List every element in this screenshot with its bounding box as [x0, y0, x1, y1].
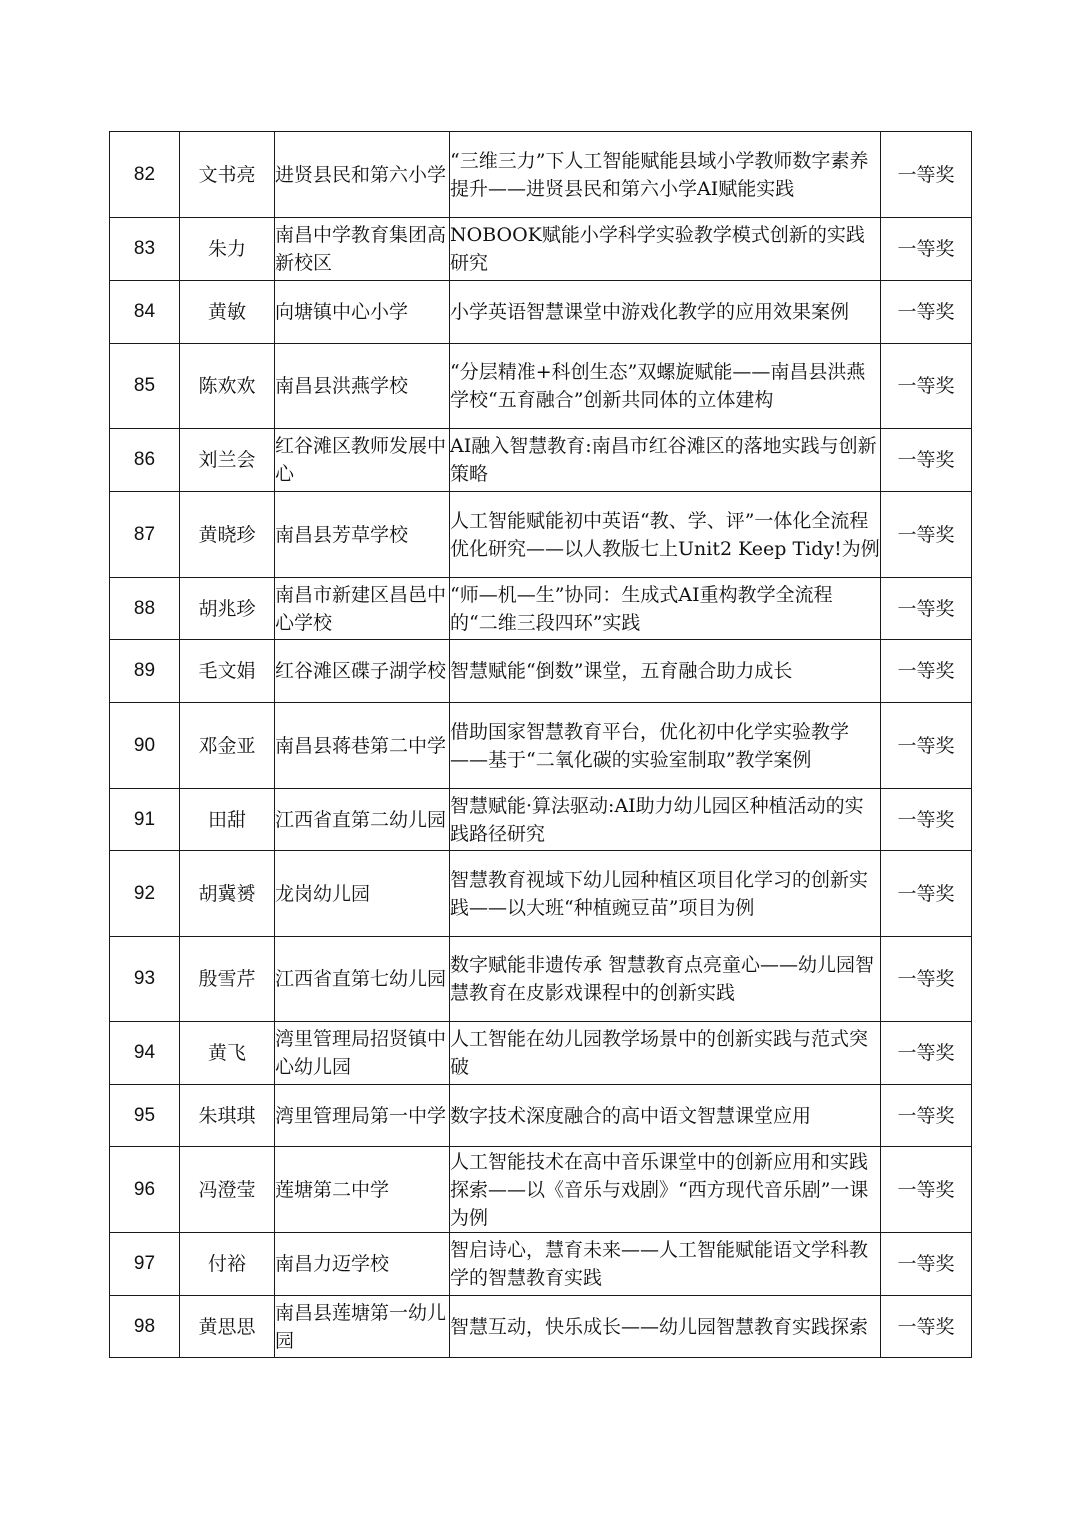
- school-name: 南昌市新建区昌邑中心学校: [275, 578, 450, 640]
- table-row: [110, 1233, 972, 1296]
- award-level: 一等奖: [881, 578, 972, 640]
- award-level: 一等奖: [881, 1085, 972, 1147]
- case-title: “分层精准+科创生态”双螺旋赋能——南昌县洪燕学校“五育融合”创新共同体的立体建构: [450, 344, 881, 429]
- school-name: 南昌县洪燕学校: [275, 344, 450, 429]
- table-row: [110, 281, 972, 344]
- row-number: 89: [110, 640, 180, 703]
- award-level: 一等奖: [881, 429, 972, 492]
- school-name: 江西省直第二幼儿园: [275, 789, 450, 851]
- case-title: 智慧互动，快乐成长——幼儿园智慧教育实践探索: [450, 1296, 881, 1358]
- winner-name: 刘兰会: [180, 429, 275, 492]
- row-number: 82: [110, 132, 180, 218]
- case-title: 智慧教育视域下幼儿园种植区项目化学习的创新实践——以大班“种植豌豆苗”项目为例: [450, 851, 881, 937]
- row-number: 86: [110, 429, 180, 492]
- table-row: [110, 492, 972, 578]
- school-name: 红谷滩区教师发展中心: [275, 429, 450, 492]
- table-row: [110, 640, 972, 703]
- row-number: 96: [110, 1147, 180, 1233]
- winner-name: 殷雪芹: [180, 937, 275, 1022]
- winner-name: 胡冀赟: [180, 851, 275, 937]
- row-number: 84: [110, 281, 180, 344]
- row-number: 90: [110, 703, 180, 789]
- row-number: 98: [110, 1296, 180, 1358]
- winner-name: 黄飞: [180, 1022, 275, 1085]
- winner-name: 胡兆珍: [180, 578, 275, 640]
- school-name: 龙岗幼儿园: [275, 851, 450, 937]
- school-name: 湾里管理局第一中学: [275, 1085, 450, 1147]
- school-name: 南昌力迈学校: [275, 1233, 450, 1296]
- table-row: [110, 429, 972, 492]
- winner-name: 毛文娟: [180, 640, 275, 703]
- winner-name: 黄思思: [180, 1296, 275, 1358]
- case-title: 数字赋能非遗传承 智慧教育点亮童心——幼儿园智慧教育在皮影戏课程中的创新实践: [450, 937, 881, 1022]
- award-level: 一等奖: [881, 1022, 972, 1085]
- school-name: 红谷滩区碟子湖学校: [275, 640, 450, 703]
- row-number: 95: [110, 1085, 180, 1147]
- row-number: 93: [110, 937, 180, 1022]
- winner-name: 文书亮: [180, 132, 275, 218]
- school-name: 南昌县莲塘第一幼儿园: [275, 1296, 450, 1358]
- winner-name: 付裕: [180, 1233, 275, 1296]
- table-row: [110, 132, 972, 218]
- row-number: 87: [110, 492, 180, 578]
- table-row: [110, 344, 972, 429]
- award-level: 一等奖: [881, 1296, 972, 1358]
- school-name: 向塘镇中心小学: [275, 281, 450, 344]
- winner-name: 黄晓珍: [180, 492, 275, 578]
- school-name: 江西省直第七幼儿园: [275, 937, 450, 1022]
- award-level: 一等奖: [881, 640, 972, 703]
- row-number: 94: [110, 1022, 180, 1085]
- row-number: 97: [110, 1233, 180, 1296]
- award-level: 一等奖: [881, 789, 972, 851]
- school-name: 莲塘第二中学: [275, 1147, 450, 1233]
- award-level: 一等奖: [881, 218, 972, 281]
- row-number: 85: [110, 344, 180, 429]
- row-number: 88: [110, 578, 180, 640]
- case-title: 智慧赋能·算法驱动:AI助力幼儿园区种植活动的实践路径研究: [450, 789, 881, 851]
- case-title: AI融入智慧教育:南昌市红谷滩区的落地实践与创新策略: [450, 429, 881, 492]
- row-number: 92: [110, 851, 180, 937]
- case-title: 智启诗心，慧育未来——人工智能赋能语文学科教学的智慧教育实践: [450, 1233, 881, 1296]
- case-title: 人工智能技术在高中音乐课堂中的创新应用和实践探索——以《音乐与戏剧》“西方现代音乐剧”一课为例: [450, 1147, 881, 1233]
- award-level: 一等奖: [881, 492, 972, 578]
- case-title: 借助国家智慧教育平台，优化初中化学实验教学——基于“二氧化碳的实验室制取”教学案例: [450, 703, 881, 789]
- case-title: “师—机—生”协同：生成式AI重构教学全流程的“二维三段四环”实践: [450, 578, 881, 640]
- winner-name: 邓金亚: [180, 703, 275, 789]
- award-level: 一等奖: [881, 851, 972, 937]
- award-level: 一等奖: [881, 937, 972, 1022]
- case-title: NOBOOK赋能小学科学实验教学模式创新的实践研究: [450, 218, 881, 281]
- school-name: 南昌县芳草学校: [275, 492, 450, 578]
- table-row: [110, 1147, 972, 1233]
- table-row: [110, 1022, 972, 1085]
- school-name: 进贤县民和第六小学: [275, 132, 450, 218]
- table-row: [110, 703, 972, 789]
- school-name: 南昌县蒋巷第二中学: [275, 703, 450, 789]
- winner-name: 冯澄莹: [180, 1147, 275, 1233]
- row-number: 83: [110, 218, 180, 281]
- table-row: [110, 937, 972, 1022]
- award-level: 一等奖: [881, 344, 972, 429]
- award-level: 一等奖: [881, 281, 972, 344]
- winner-name: 黄敏: [180, 281, 275, 344]
- table-row: [110, 1085, 972, 1147]
- table-row: [110, 789, 972, 851]
- case-title: 人工智能在幼儿园教学场景中的创新实践与范式突破: [450, 1022, 881, 1085]
- case-title: 智慧赋能“倒数”课堂，五育融合助力成长: [450, 640, 881, 703]
- awards-table: [109, 131, 972, 1358]
- table-row: [110, 218, 972, 281]
- table-row: [110, 1296, 972, 1358]
- winner-name: 陈欢欢: [180, 344, 275, 429]
- winner-name: 朱琪琪: [180, 1085, 275, 1147]
- table-row: [110, 578, 972, 640]
- school-name: 湾里管理局招贤镇中心幼儿园: [275, 1022, 450, 1085]
- winner-name: 朱力: [180, 218, 275, 281]
- award-level: 一等奖: [881, 1233, 972, 1296]
- table-row: [110, 851, 972, 937]
- award-level: 一等奖: [881, 132, 972, 218]
- winner-name: 田甜: [180, 789, 275, 851]
- award-level: 一等奖: [881, 1147, 972, 1233]
- case-title: 数字技术深度融合的高中语文智慧课堂应用: [450, 1085, 881, 1147]
- award-level: 一等奖: [881, 703, 972, 789]
- case-title: “三维三力”下人工智能赋能县域小学教师数字素养提升——进贤县民和第六小学AI赋能实践: [450, 132, 881, 218]
- case-title: 人工智能赋能初中英语“教、学、评”一体化全流程优化研究——以人教版七上Unit2 Keep Tidy!为例: [450, 492, 881, 578]
- row-number: 91: [110, 789, 180, 851]
- school-name: 南昌中学教育集团高新校区: [275, 218, 450, 281]
- case-title: 小学英语智慧课堂中游戏化教学的应用效果案例: [450, 281, 881, 344]
